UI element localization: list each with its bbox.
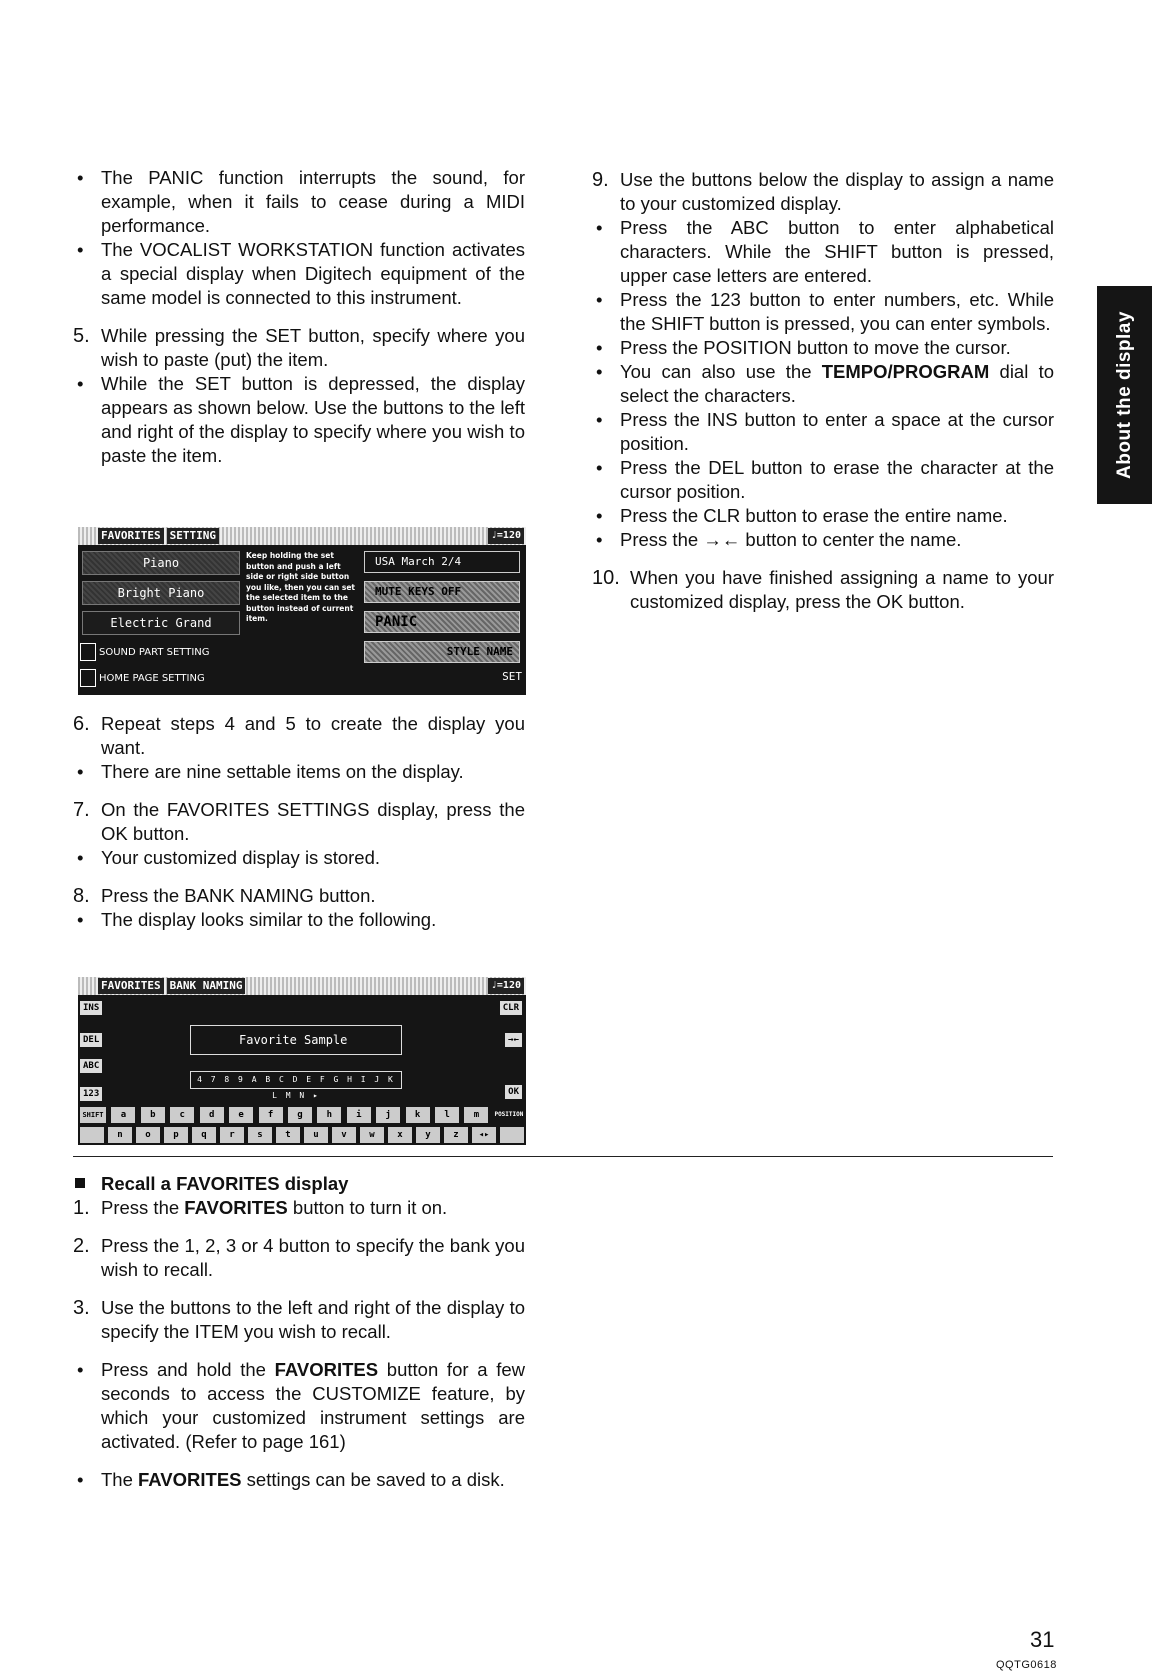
tab-favorites: FAVORITES bbox=[98, 528, 164, 544]
character-selector[interactable]: 4 7 8 9 A B C D E F G H I J K L M N ▸ bbox=[190, 1071, 402, 1089]
item-panic[interactable]: PANIC bbox=[364, 611, 520, 633]
tempo-readout: ♩=120 bbox=[488, 528, 524, 544]
chapter-side-tab: About the display bbox=[1097, 286, 1152, 504]
key-b[interactable]: b bbox=[141, 1107, 165, 1123]
lcd2-title-bar bbox=[78, 977, 526, 995]
abc-button[interactable]: ABC bbox=[80, 1059, 102, 1073]
abc-bullet: • Press the ABC button to enter alphabetical characters. While the SHIFT button is pressed, upper case letters are entered. bbox=[592, 216, 1054, 288]
key-row-1 bbox=[80, 1107, 524, 1125]
key-cursor[interactable]: ◂▸ bbox=[472, 1127, 496, 1143]
key-z[interactable]: z bbox=[444, 1127, 468, 1143]
tempo-dial-bullet: • You can also use the TEMPO/PROGRAM dial to select the characters. bbox=[592, 360, 1054, 408]
tab-favorites: FAVORITES bbox=[98, 978, 164, 994]
item-piano[interactable]: Piano bbox=[82, 551, 240, 575]
key-e[interactable]: e bbox=[229, 1107, 253, 1123]
center-button[interactable]: →← bbox=[505, 1033, 522, 1047]
position-bullet: • Press the POSITION button to move the cursor. bbox=[592, 336, 1054, 360]
key-d[interactable]: d bbox=[200, 1107, 224, 1123]
recall-step-1: 1. Press the FAVORITES button to turn it on. bbox=[73, 1197, 448, 1219]
ins-button[interactable]: INS bbox=[80, 1001, 102, 1015]
123-bullet: • Press the 123 button to enter numbers, etc. While the SHIFT button is pressed, you can enter symbols. bbox=[592, 288, 1054, 336]
key-u[interactable]: u bbox=[304, 1127, 328, 1143]
ok-button[interactable]: OK bbox=[505, 1085, 522, 1099]
step-6-bullet: • There are nine settable items on the display. bbox=[73, 760, 525, 784]
step-5-bullet: • While the SET button is depressed, the display appears as shown below. Use the buttons to the left and right of the display to specify where you wish to paste the item. bbox=[73, 372, 525, 468]
left-column bbox=[73, 166, 525, 468]
page-number: 31 bbox=[1030, 1627, 1055, 1652]
key-w[interactable]: w bbox=[360, 1127, 384, 1143]
shift-key[interactable]: SHIFT bbox=[80, 1107, 106, 1123]
key-n[interactable]: n bbox=[108, 1127, 132, 1143]
center-bullet: • Press the →← button to center the name. bbox=[592, 528, 1054, 552]
set-label: SET bbox=[502, 670, 522, 683]
step-7-bullet: • Your customized display is stored. bbox=[73, 846, 525, 870]
tab-setting: SETTING bbox=[167, 528, 219, 544]
lcd1-help-text: Keep holding the set button and push a left side or right side button you like, then you can set the selected item to the button instead of current item. bbox=[246, 551, 356, 623]
item-bright-piano[interactable]: Bright Piano bbox=[82, 581, 240, 605]
bank-name-field[interactable]: Favorite Sample bbox=[190, 1025, 402, 1055]
key-t[interactable]: t bbox=[276, 1127, 300, 1143]
key-a[interactable]: a bbox=[111, 1107, 135, 1123]
key-s[interactable]: s bbox=[248, 1127, 272, 1143]
key-x[interactable]: x bbox=[388, 1127, 412, 1143]
recall-heading: Recall a FAVORITES display bbox=[73, 1172, 525, 1196]
ins-bullet: • Press the INS button to enter a space at the cursor position. bbox=[592, 408, 1054, 456]
key-v[interactable]: v bbox=[332, 1127, 356, 1143]
favorites-setting-display bbox=[78, 527, 526, 695]
key-g[interactable]: g bbox=[288, 1107, 312, 1123]
del-bullet: • Press the DEL button to erase the character at the cursor position. bbox=[592, 456, 1054, 504]
step-5: 5. While pressing the SET button, specify where you wish to paste (put) the item. bbox=[73, 325, 525, 370]
left-column-middle bbox=[73, 712, 525, 932]
key-row-2 bbox=[80, 1127, 524, 1145]
key-y[interactable]: y bbox=[416, 1127, 440, 1143]
key-c[interactable]: c bbox=[170, 1107, 194, 1123]
key-q[interactable]: q bbox=[192, 1127, 216, 1143]
item-style-usa-march[interactable]: USA March 2/4 bbox=[364, 551, 520, 573]
key-k[interactable]: k bbox=[406, 1107, 430, 1123]
recall-step-3: 3. Use the buttons to the left and right of the display to specify the ITEM you wish to recall. bbox=[73, 1297, 525, 1342]
recall-bullet-customize: • Press and hold the FAVORITES button for a few seconds to access the CUSTOMIZE feature, by which your customized instrument settings are activated. (Refer to page 161) bbox=[73, 1358, 525, 1454]
key-blank-right[interactable] bbox=[500, 1127, 524, 1143]
clr-bullet: • Press the CLR button to erase the entire name. bbox=[592, 504, 1054, 528]
del-button[interactable]: DEL bbox=[80, 1033, 102, 1047]
key-m[interactable]: m bbox=[464, 1107, 488, 1123]
key-j[interactable]: j bbox=[376, 1107, 400, 1123]
item-style-name[interactable]: STYLE NAME bbox=[364, 641, 520, 663]
123-button[interactable]: 123 bbox=[80, 1087, 102, 1101]
key-r[interactable]: r bbox=[220, 1127, 244, 1143]
tempo-readout: ♩=120 bbox=[488, 978, 524, 994]
key-f[interactable]: f bbox=[259, 1107, 283, 1123]
item-mute-keys[interactable]: MUTE KEYS OFF bbox=[364, 581, 520, 603]
recall-bullet-disk: • The FAVORITES settings can be saved to a disk. bbox=[73, 1468, 525, 1492]
home-page-icon bbox=[80, 669, 96, 687]
key-l[interactable]: l bbox=[435, 1107, 459, 1123]
step-8-bullet: • The display looks similar to the following. bbox=[73, 908, 525, 932]
panic-bullet: • The PANIC function interrupts the sound, for example, when it fails to cease during a MIDI performance. bbox=[73, 166, 525, 238]
sound-part-icon bbox=[80, 643, 96, 661]
tab-bank-naming: BANK NAMING bbox=[167, 978, 246, 994]
step-10: 10. When you have finished assigning a name to your customized display, press the OK button. bbox=[592, 567, 1054, 612]
sound-part-setting[interactable]: SOUND PART SETTING bbox=[80, 643, 210, 661]
recall-section bbox=[73, 1172, 525, 1492]
position-key[interactable]: POSITION bbox=[494, 1107, 524, 1123]
item-electric-grand[interactable]: Electric Grand bbox=[82, 611, 240, 635]
right-column bbox=[592, 168, 1054, 614]
square-bullet-icon bbox=[75, 1178, 85, 1188]
vocalist-bullet: • The VOCALIST WORKSTATION function activates a special display when Digitech equipment of the same model is connected to this instrument. bbox=[73, 238, 525, 310]
key-p[interactable]: p bbox=[164, 1127, 188, 1143]
key-h[interactable]: h bbox=[317, 1107, 341, 1123]
clr-button[interactable]: CLR bbox=[500, 1001, 522, 1015]
step-7: 7. On the FAVORITES SETTINGS display, press the OK button. bbox=[73, 799, 525, 844]
key-blank-left[interactable] bbox=[80, 1127, 104, 1143]
lcd1-title-bar bbox=[78, 527, 526, 545]
bank-naming-display bbox=[78, 977, 526, 1145]
section-divider bbox=[73, 1156, 1053, 1157]
recall-step-2: 2. Press the 1, 2, 3 or 4 button to specify the bank you wish to recall. bbox=[73, 1235, 525, 1280]
home-page-setting[interactable]: HOME PAGE SETTING bbox=[80, 669, 205, 687]
step-9: 9. Use the buttons below the display to assign a name to your customized display. bbox=[592, 169, 1054, 214]
key-o[interactable]: o bbox=[136, 1127, 160, 1143]
step-8: 8. Press the BANK NAMING button. bbox=[73, 885, 376, 907]
document-code: QQTG0618 bbox=[996, 1659, 1057, 1671]
key-i[interactable]: i bbox=[347, 1107, 371, 1123]
step-6: 6. Repeat steps 4 and 5 to create the display you want. bbox=[73, 713, 525, 758]
